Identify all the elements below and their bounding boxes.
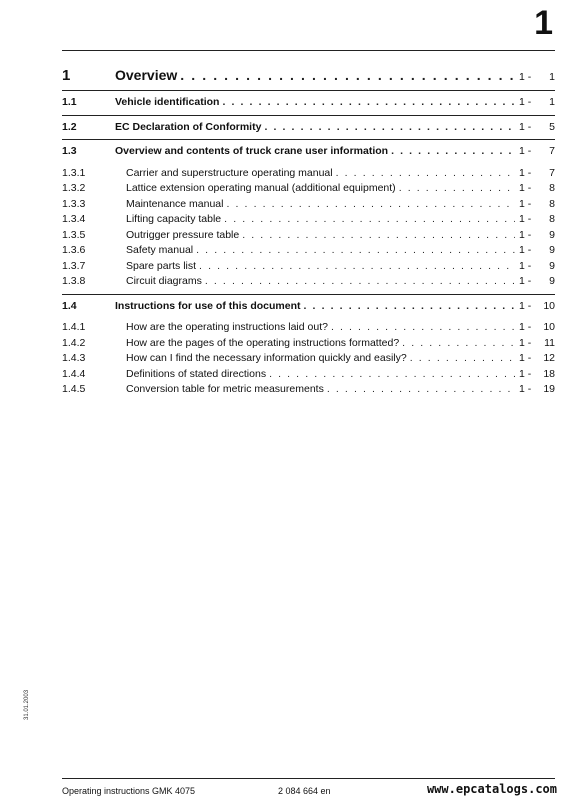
toc-entry-title: Lifting capacity table [126, 213, 222, 225]
toc-entry[interactable] [62, 96, 555, 112]
toc-entry-title: Instructions for use of this document [115, 299, 301, 312]
toc-entry[interactable] [62, 67, 555, 87]
toc-entry-chapter-prefix: 1 - [519, 299, 532, 312]
toc-entry-chapter-prefix: 1 - [519, 71, 532, 83]
toc-leader-dots [328, 321, 515, 334]
toc-entry-title: Vehicle identification [115, 96, 220, 108]
footer-rule [62, 778, 555, 779]
toc-entry-chapter-prefix: 1 - [519, 259, 532, 272]
toc-entry[interactable] [62, 121, 555, 137]
toc-leader-dots [301, 300, 515, 313]
toc-entry[interactable] [62, 368, 555, 384]
toc-leader-dots [266, 368, 515, 381]
toc-entry-page: 8 [549, 182, 555, 194]
header-rule [62, 50, 555, 51]
toc-entry-chapter-prefix: 1 - [519, 367, 532, 380]
toc-leader-dots [219, 96, 515, 109]
toc-entry-number: 1.4.5 [62, 383, 86, 395]
toc-entry-page: 10 [543, 299, 555, 312]
toc-entry-number: 1.3.2 [62, 182, 86, 194]
toc-entry-title: How are the pages of the operating instructions formatted? [126, 336, 400, 349]
toc-entry[interactable] [62, 260, 555, 276]
toc-entry-number: 1.3.3 [62, 197, 86, 210]
toc-entry-title: Conversion table for metric measurements [126, 383, 324, 395]
toc-entry-page: 18 [543, 367, 555, 380]
chapter-number: 1 [534, 4, 553, 42]
toc-entry-chapter-prefix: 1 - [519, 120, 532, 133]
toc-entry-page: 12 [543, 352, 555, 364]
toc-entry-page: 11 [544, 336, 555, 349]
toc-entry-title: Outrigger pressure table [126, 228, 240, 241]
toc-entry-chapter-prefix: 1 - [519, 213, 532, 225]
toc-entry-page: 7 [549, 145, 555, 157]
toc-leader-dots [399, 337, 515, 350]
toc-entry-title: Overview and contents of truck crane user information [115, 145, 389, 157]
toc-leader-dots [324, 383, 515, 396]
toc-entry-title: Safety manual [126, 244, 194, 256]
toc-leader-dots [261, 121, 515, 134]
toc-entry-title: Definitions of stated directions [126, 367, 267, 380]
toc-leader-dots [202, 275, 515, 288]
toc-entry-number: 1.4.4 [62, 367, 86, 380]
toc-entry-page: 10 [543, 321, 555, 333]
toc-entry-page: 7 [549, 166, 555, 179]
toc-entry-chapter-prefix: 1 - [519, 145, 532, 157]
toc-entry-chapter-prefix: 1 - [519, 166, 532, 179]
toc-entry[interactable] [62, 275, 555, 291]
toc-divider [62, 90, 555, 91]
toc-entry-title: How can I find the necessary information quickly and easily? [126, 352, 407, 364]
footer-document-title: Operating instructions GMK 4075 [62, 786, 196, 796]
toc-leader-dots [239, 229, 515, 242]
toc-entry-chapter-prefix: 1 - [519, 197, 532, 210]
toc-entry-number: 1.3 [62, 145, 77, 157]
toc-entry[interactable] [62, 229, 555, 245]
toc-entry-page: 8 [549, 213, 555, 225]
toc-entry-title: Lattice extension operating manual (additional equipment) [126, 182, 396, 194]
toc-entry-number: 1.3.4 [62, 213, 86, 225]
toc-entry[interactable] [62, 337, 555, 353]
toc-entry-chapter-prefix: 1 - [519, 228, 532, 241]
toc-entry-title: Overview [115, 67, 178, 83]
toc-entry-chapter-prefix: 1 - [519, 383, 532, 395]
toc-divider [62, 294, 555, 295]
toc-leader-dots [333, 167, 515, 180]
toc-entry-title: EC Declaration of Conformity [115, 120, 262, 133]
toc-entry-title: How are the operating instructions laid out? [126, 321, 328, 333]
footer-watermark[interactable]: www.epcatalogs.com [426, 782, 557, 796]
toc-divider [62, 139, 555, 140]
toc-entry-chapter-prefix: 1 - [519, 96, 532, 108]
toc-entry-page: 9 [549, 259, 555, 272]
toc-entry-title: Maintenance manual [126, 197, 224, 210]
toc-entry-number: 1.3.8 [62, 275, 86, 287]
toc-entry-chapter-prefix: 1 - [519, 275, 532, 287]
toc-entry[interactable] [62, 383, 555, 399]
toc-entry-page: 9 [549, 275, 555, 287]
toc-entry-title: Spare parts list [126, 259, 197, 272]
toc-entry-number: 1.2 [62, 120, 77, 133]
toc-entry[interactable] [62, 145, 555, 161]
toc-entry-chapter-prefix: 1 - [519, 244, 532, 256]
toc-entry-page: 5 [549, 120, 555, 133]
toc-entry-chapter-prefix: 1 - [519, 336, 532, 349]
toc-entry[interactable] [62, 352, 555, 368]
toc-entry-number: 1.3.6 [62, 244, 86, 256]
toc-entry-number: 1.1 [62, 96, 77, 108]
toc-entry[interactable] [62, 321, 555, 337]
toc-entry-number: 1.4.3 [62, 352, 86, 364]
toc-entry-chapter-prefix: 1 - [519, 352, 532, 364]
toc-leader-dots [193, 244, 515, 257]
toc-leader-dots [177, 67, 515, 83]
table-of-contents [62, 67, 555, 399]
toc-entry-page: 19 [543, 383, 555, 395]
toc-leader-dots [196, 260, 515, 273]
toc-entry[interactable] [62, 300, 555, 316]
toc-entry-number: 1.4.1 [62, 321, 86, 333]
toc-entry-number: 1.4.2 [62, 336, 86, 349]
toc-leader-dots [407, 352, 515, 365]
toc-entry-page: 8 [549, 197, 555, 210]
toc-entry-chapter-prefix: 1 - [519, 321, 532, 333]
toc-entry-chapter-prefix: 1 - [519, 182, 532, 194]
toc-entry-title: Circuit diagrams [126, 275, 202, 287]
toc-entry-number: 1.3.5 [62, 228, 86, 241]
toc-entry-number: 1 [62, 67, 71, 84]
toc-entry-title: Carrier and superstructure operating manual [126, 166, 333, 179]
toc-entry[interactable] [62, 244, 555, 260]
toc-entry[interactable] [62, 167, 555, 183]
toc-leader-dots [223, 198, 515, 211]
toc-divider [62, 115, 555, 116]
toc-entry[interactable] [62, 198, 555, 214]
toc-entry-number: 1.4 [62, 299, 77, 312]
toc-entry-page: 9 [549, 228, 555, 241]
toc-leader-dots [396, 182, 515, 195]
side-date: 31.01.2003 [24, 689, 30, 720]
toc-entry-page: 1 [549, 96, 555, 108]
footer-document-number: 2 084 664 en [278, 786, 331, 796]
toc-entry-number: 1.3.1 [62, 166, 86, 179]
toc-entry-number: 1.3.7 [62, 259, 86, 272]
toc-entry-page: 1 [549, 71, 555, 83]
toc-entry-page: 9 [549, 244, 555, 256]
toc-entry[interactable] [62, 213, 555, 229]
toc-entry[interactable] [62, 182, 555, 198]
toc-leader-dots [221, 213, 515, 226]
toc-leader-dots [388, 145, 515, 158]
